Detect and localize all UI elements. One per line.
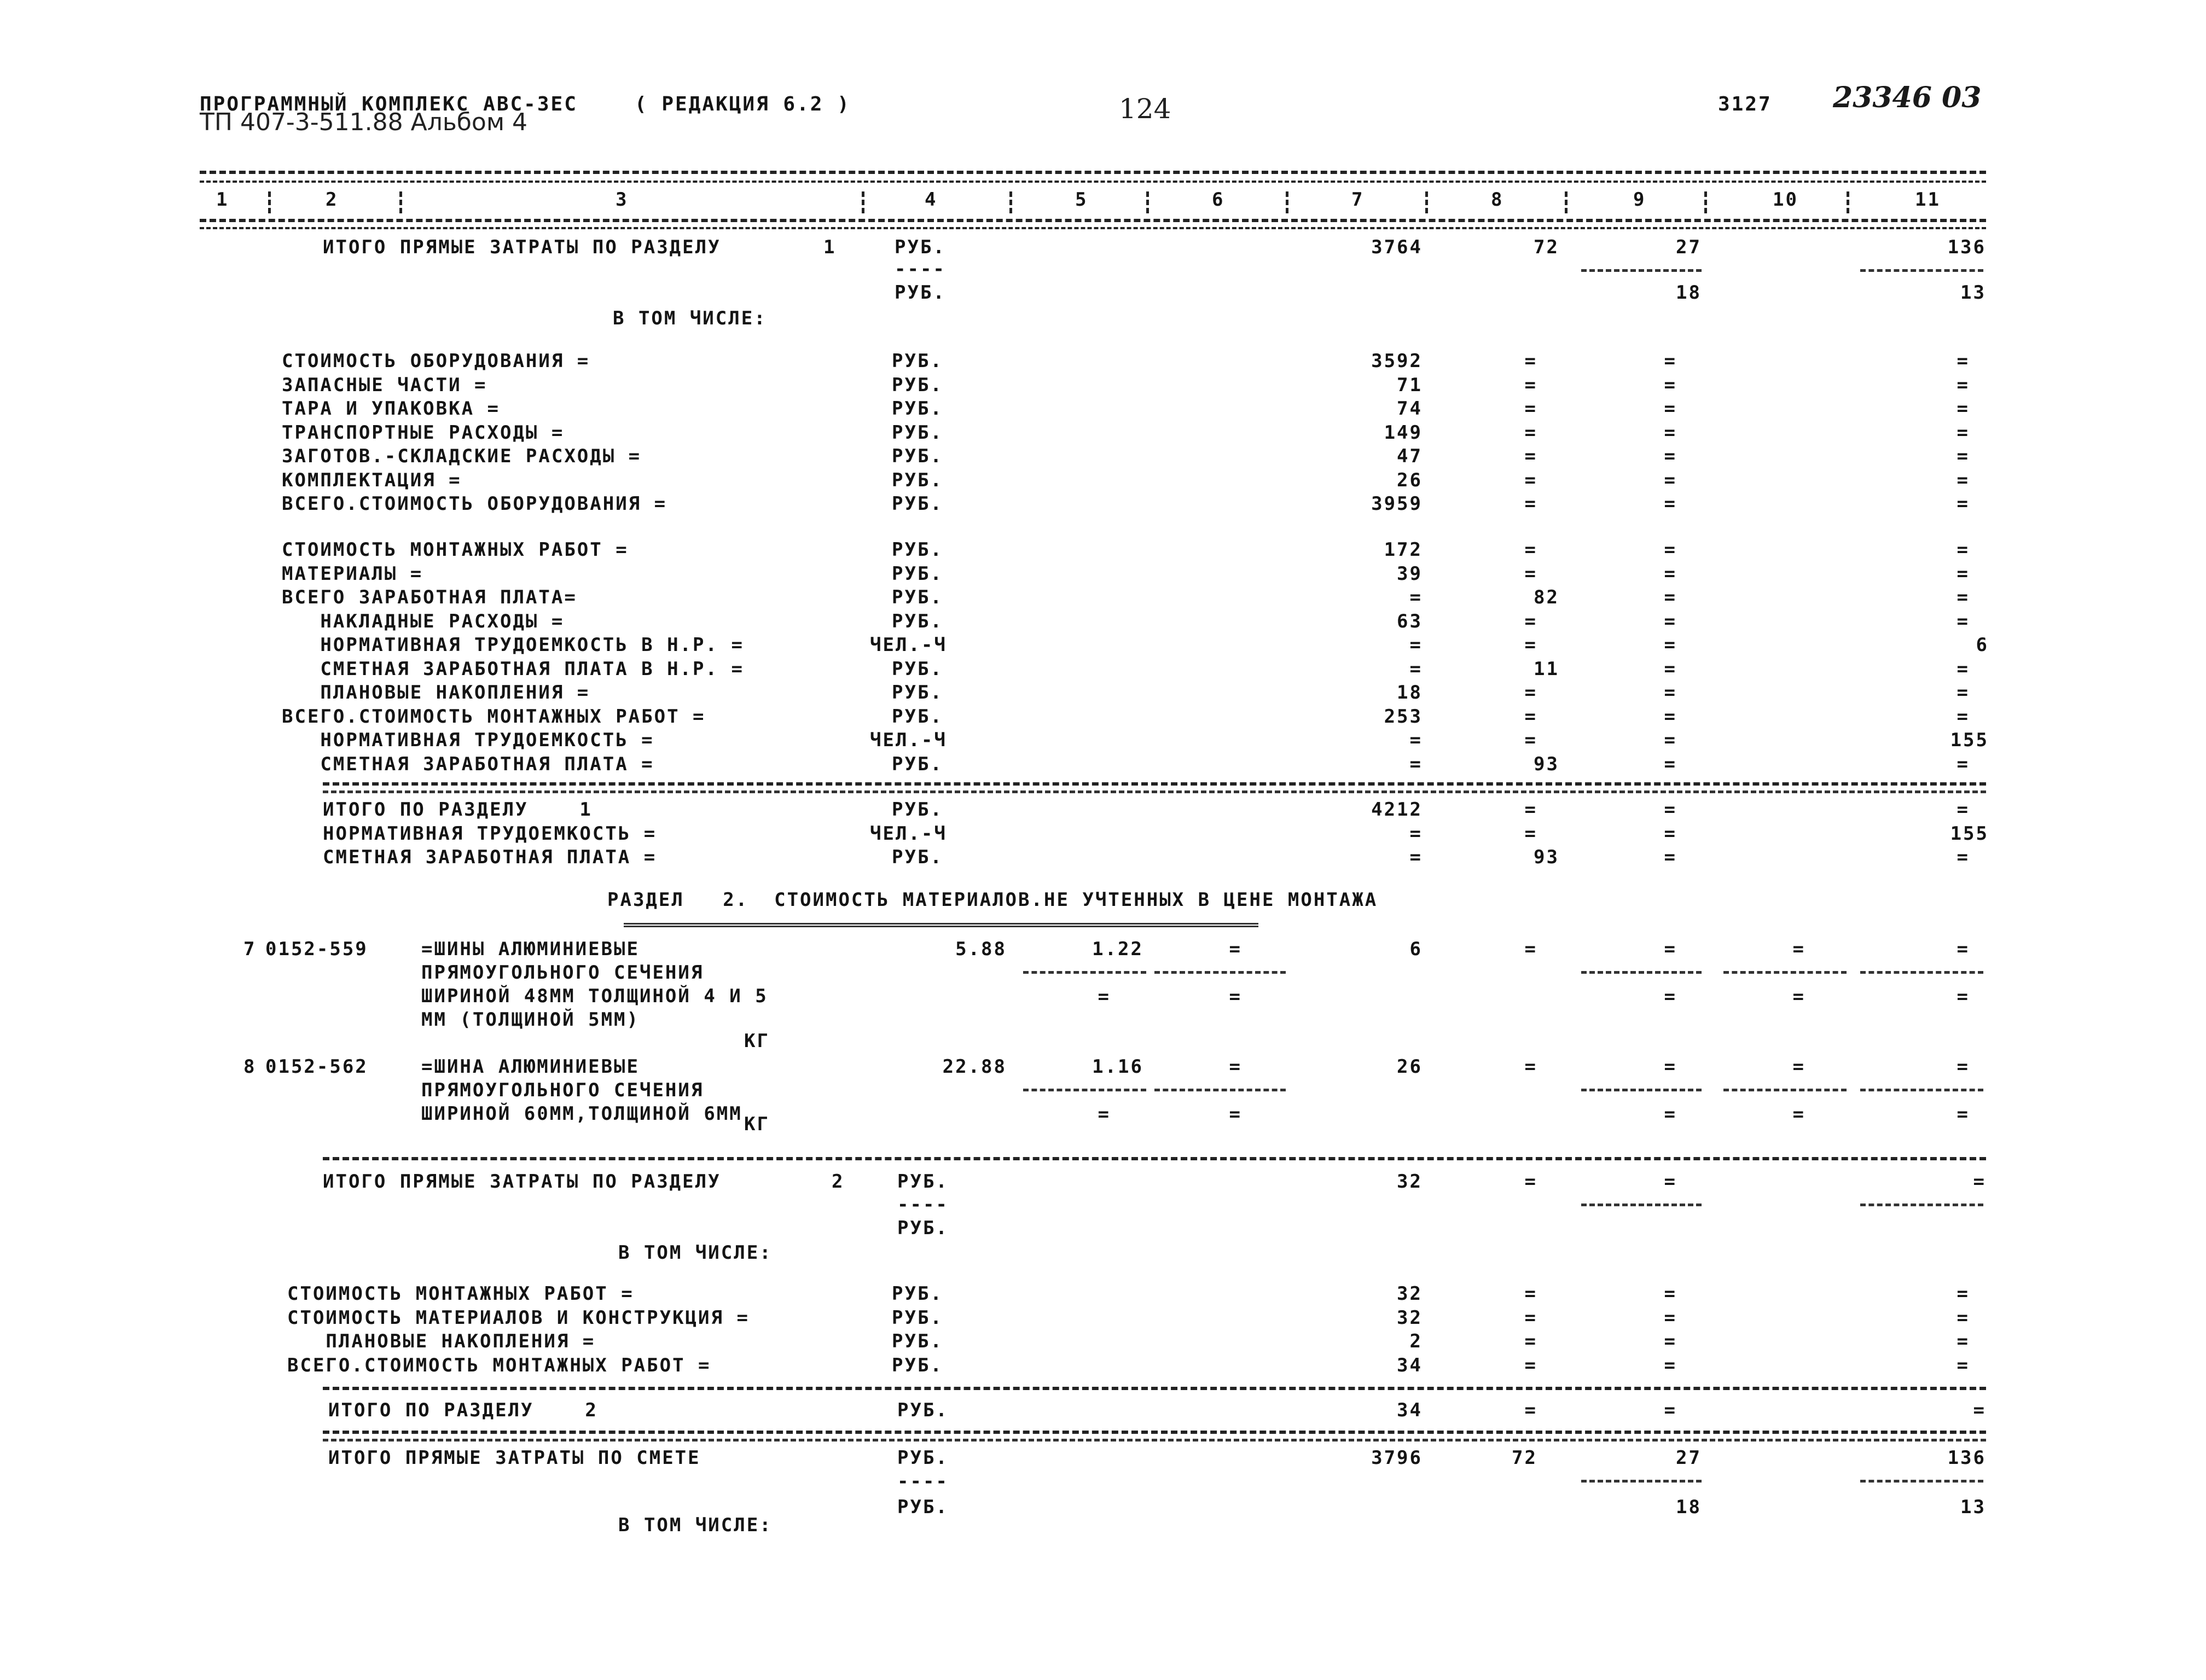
- row-c7: 3959: [1371, 493, 1423, 515]
- estimate-total-c9: 27: [1676, 1447, 1702, 1469]
- section2-total-number: 2: [832, 1171, 845, 1193]
- row-c7: 26: [1397, 469, 1423, 491]
- row-label: СМЕТНАЯ ЗАРАБОТНАЯ ПЛАТА =: [323, 846, 657, 868]
- row-unit: РУБ.: [892, 799, 943, 821]
- sub-rule: [1023, 1089, 1146, 1091]
- item-c11: =: [1957, 1056, 1970, 1078]
- col-header-10: 10: [1773, 189, 1798, 211]
- row-label: ИТОГО ПО РАЗДЕЛУ 1: [323, 799, 593, 821]
- row-c7: =: [1409, 658, 1423, 680]
- row-label: ВСЕГО.СТОИМОСТЬ ОБОРУДОВАНИЯ =: [282, 493, 667, 515]
- estimate-total-label: ИТОГО ПРЯМЫЕ ЗАТРАТЫ ПО СМЕТЕ: [328, 1447, 701, 1469]
- row-c11: =: [1957, 658, 1970, 680]
- estimate-rule-2: [323, 1439, 1986, 1441]
- item-c10: =: [1792, 938, 1806, 960]
- item-c8: =: [1524, 1056, 1537, 1078]
- item-c8: =: [1524, 938, 1537, 960]
- item-description-line: ПРЯМОУГОЛЬНОГО СЕЧЕНИЯ: [421, 1079, 704, 1101]
- row-c7: 172: [1384, 539, 1423, 561]
- row-unit: РУБ.: [892, 469, 943, 491]
- section1-total-c8: 72: [1534, 236, 1559, 258]
- row-c11: =: [1957, 610, 1970, 632]
- section2-total-unit: РУБ.: [897, 1171, 949, 1193]
- row-c8: =: [1524, 1283, 1537, 1305]
- row-c8: =: [1524, 705, 1537, 728]
- item-code: 0152-562: [265, 1056, 368, 1078]
- row-unit: РУБ.: [892, 562, 943, 585]
- estimate-total-c8: 72: [1512, 1447, 1537, 1469]
- estimate-rule: [323, 1431, 1986, 1434]
- item-unit: КГ: [744, 1030, 770, 1052]
- item-c6: =: [1229, 938, 1242, 960]
- row-c7: =: [1409, 822, 1423, 845]
- item-description-line: ШИРИНОЙ 60ММ,ТОЛЩИНОЙ 6ММ: [421, 1103, 742, 1125]
- row-c11: =: [1957, 374, 1970, 396]
- item-c5: 1.22: [1092, 938, 1143, 960]
- row-c8: =: [1524, 682, 1537, 704]
- row-c9: =: [1664, 469, 1677, 491]
- col-sep: [1847, 191, 1849, 213]
- row-c8: =: [1524, 445, 1537, 467]
- row-c8: 82: [1534, 586, 1559, 608]
- row-c7: 63: [1397, 610, 1423, 632]
- row-c7: 47: [1397, 445, 1423, 467]
- estimate-total-unit-sep: ----: [897, 1470, 949, 1492]
- col-sep: [268, 191, 271, 213]
- row-c7: 4212: [1371, 799, 1423, 821]
- item-description-line: =ШИНА АЛЮМИНИЕВЫЕ: [421, 1056, 640, 1078]
- section1-total-unit: РУБ.: [895, 236, 946, 258]
- section2-total-label: ИТОГО ПРЯМЫЕ ЗАТРАТЫ ПО РАЗДЕЛУ: [323, 1171, 721, 1193]
- item-number: 7: [243, 938, 257, 960]
- row-unit: РУБ.: [892, 1283, 943, 1305]
- col-sep: [1565, 191, 1568, 213]
- col-header-4: 4: [925, 189, 938, 211]
- row-c11: =: [1957, 1330, 1970, 1352]
- row-c11: =: [1957, 1306, 1970, 1329]
- row-label: НАКЛАДНЫЕ РАСХОДЫ =: [282, 610, 565, 632]
- row-c7: 39: [1397, 562, 1423, 585]
- col-header-5: 5: [1075, 189, 1088, 211]
- row-c7: 71: [1397, 374, 1423, 396]
- row-unit: ЧЕЛ.-Ч: [870, 822, 947, 845]
- row-c8: =: [1524, 822, 1537, 845]
- section2-c9-sub-rule: [1581, 1204, 1702, 1206]
- section2-title: РАЗДЕЛ 2. СТОИМОСТЬ МАТЕРИАЛОВ.НЕ УЧТЕННЫХ В ЦЕНЕ МОНТАЖА: [607, 889, 1378, 911]
- row-c11: =: [1957, 398, 1970, 420]
- row-unit: ЧЕЛ.-Ч: [870, 634, 947, 656]
- item-c7: 6: [1409, 938, 1423, 960]
- item-c10: =: [1792, 1056, 1806, 1078]
- section1-total-c7: 3764: [1371, 236, 1423, 258]
- section2-total-unit-sep: ----: [897, 1194, 949, 1216]
- sub-rule: [1860, 1089, 1983, 1091]
- sub-marker: =: [1098, 986, 1111, 1008]
- row-unit: РУБ.: [892, 705, 943, 728]
- row-unit: РУБ.: [892, 1330, 943, 1352]
- section2-total-unit2: РУБ.: [897, 1217, 949, 1239]
- row-c8: 93: [1534, 846, 1559, 868]
- row-c8: =: [1524, 1306, 1537, 1329]
- estimate-total-unit2: РУБ.: [897, 1496, 949, 1518]
- row-c7: 32: [1397, 1306, 1423, 1329]
- row-c9: =: [1664, 539, 1677, 561]
- col-header-9: 9: [1633, 189, 1646, 211]
- row-c11: =: [1957, 705, 1970, 728]
- section2-c11-sub-rule: [1860, 1204, 1983, 1206]
- sub-marker: =: [1792, 986, 1806, 1008]
- sub-rule: [1723, 971, 1847, 974]
- row-c8: =: [1524, 469, 1537, 491]
- section1-total-c9b: 18: [1676, 282, 1702, 304]
- row-c9: =: [1664, 1306, 1677, 1329]
- row-c9: =: [1664, 493, 1677, 515]
- sub-marker: =: [1664, 1103, 1677, 1125]
- section2-summary-unit: РУБ.: [897, 1399, 949, 1421]
- row-c11: =: [1957, 1283, 1970, 1305]
- row-c8: 11: [1534, 658, 1559, 680]
- item-c4: 5.88: [955, 938, 1007, 960]
- row-c8: =: [1524, 539, 1537, 561]
- item-code: 0152-559: [265, 938, 368, 960]
- row-label: СМЕТНАЯ ЗАРАБОТНАЯ ПЛАТА =: [282, 753, 654, 775]
- row-c8: =: [1524, 1354, 1537, 1376]
- row-c9: =: [1664, 586, 1677, 608]
- sub-marker: =: [1229, 986, 1242, 1008]
- sub-marker: =: [1229, 1103, 1242, 1125]
- row-c8: =: [1524, 799, 1537, 821]
- col-header-2: 2: [326, 189, 339, 211]
- item-c6: =: [1229, 1056, 1242, 1078]
- section1-summary-rule: [323, 782, 1986, 786]
- col-header-11: 11: [1915, 189, 1941, 211]
- c9-sub-rule: [1581, 269, 1702, 272]
- row-c11: =: [1957, 799, 1970, 821]
- row-unit: РУБ.: [892, 374, 943, 396]
- row-c11: =: [1957, 350, 1970, 372]
- section2-total-c11: =: [1973, 1171, 1986, 1193]
- row-unit: ЧЕЛ.-Ч: [870, 729, 947, 751]
- sub-rule: [1023, 971, 1146, 974]
- program-name: ПРОГРАММНЫЙ КОМПЛЕКС АВС-ЗЕС: [200, 93, 578, 115]
- col-sep: [1704, 191, 1707, 213]
- section2-summary-c11: =: [1973, 1399, 1986, 1421]
- row-c7: =: [1409, 634, 1423, 656]
- row-label: НОРМАТИВНАЯ ТРУДОЕМКОСТЬ =: [282, 729, 654, 751]
- row-c11: =: [1957, 493, 1970, 515]
- section2-summary-c7: 34: [1397, 1399, 1423, 1421]
- table-header-bottom-2: [200, 227, 1986, 229]
- section2-items-bottom: [323, 1157, 1986, 1160]
- section1-total-label: ИТОГО ПРЯМЫЕ ЗАТРАТЫ ПО РАЗДЕЛУ: [323, 236, 721, 258]
- sub-rule: [1581, 971, 1702, 974]
- item-description-line: ММ (ТОЛЩИНОЙ 5ММ): [421, 1009, 640, 1031]
- sub-rule: [1154, 1089, 1286, 1091]
- row-c9: =: [1664, 753, 1677, 775]
- sub-rule: [1723, 1089, 1847, 1091]
- item-c7: 26: [1397, 1056, 1423, 1078]
- row-unit: РУБ.: [892, 493, 943, 515]
- item-c11: =: [1957, 938, 1970, 960]
- section2-incl: В ТОМ ЧИСЛЕ:: [618, 1242, 773, 1264]
- sub-marker: =: [1664, 986, 1677, 1008]
- section1-total-unit-sep: ----: [895, 258, 946, 280]
- row-c11: =: [1957, 846, 1970, 868]
- row-label: ВСЕГО ЗАРАБОТНАЯ ПЛАТА=: [282, 586, 577, 608]
- document-number: 23346 03: [1833, 81, 1982, 114]
- row-c11: =: [1957, 421, 1970, 444]
- sub-rule: [1581, 1089, 1702, 1091]
- item-c4: 22.88: [942, 1056, 1007, 1078]
- row-c9: =: [1664, 350, 1677, 372]
- section2-summary-label: ИТОГО ПО РАЗДЕЛУ 2: [328, 1399, 598, 1421]
- row-c7: =: [1409, 753, 1423, 775]
- row-unit: РУБ.: [892, 753, 943, 775]
- row-c11: 155: [1950, 729, 1989, 751]
- row-c11: =: [1957, 753, 1970, 775]
- row-c9: =: [1664, 421, 1677, 444]
- album-title: ТП 407-3-511.88 Альбом 4: [200, 108, 528, 136]
- row-c7: 2: [1409, 1330, 1423, 1352]
- section1-total-c9: 27: [1676, 236, 1702, 258]
- row-unit: РУБ.: [892, 421, 943, 444]
- row-unit: РУБ.: [892, 1306, 943, 1329]
- row-label: ТАРА И УПАКОВКА =: [282, 398, 500, 420]
- row-c9: =: [1664, 729, 1677, 751]
- col-separators: [241, 189, 998, 211]
- section1-total-unit2: РУБ.: [895, 282, 946, 304]
- table-top-border-2: [200, 181, 1986, 183]
- row-c8: =: [1524, 421, 1537, 444]
- row-c9: =: [1664, 634, 1677, 656]
- sheet-code: 3127: [1718, 93, 1772, 115]
- row-c8: =: [1524, 562, 1537, 585]
- row-c7: 74: [1397, 398, 1423, 420]
- row-unit: РУБ.: [892, 1354, 943, 1376]
- row-c7: 149: [1384, 421, 1423, 444]
- row-c11: =: [1957, 445, 1970, 467]
- estimate-incl: В ТОМ ЧИСЛЕ:: [618, 1514, 773, 1536]
- row-c7: 253: [1384, 705, 1423, 728]
- item-description-line: =ШИНЫ АЛЮМИНИЕВЫЕ: [421, 938, 640, 960]
- row-c9: =: [1664, 799, 1677, 821]
- item-c9: =: [1664, 938, 1677, 960]
- col-header-8: 8: [1491, 189, 1504, 211]
- estimate-total-c9b: 18: [1676, 1496, 1702, 1518]
- row-label: МАТЕРИАЛЫ =: [282, 562, 423, 585]
- row-c8: =: [1524, 1330, 1537, 1352]
- estimate-total-c11b: 13: [1960, 1496, 1986, 1518]
- table-top-border: [200, 171, 1986, 174]
- sub-marker: =: [1957, 1103, 1970, 1125]
- row-unit: РУБ.: [892, 445, 943, 467]
- row-c9: =: [1664, 374, 1677, 396]
- row-c8: =: [1524, 350, 1537, 372]
- estimate-c9-sub-rule: [1581, 1480, 1702, 1483]
- row-c7: 18: [1397, 682, 1423, 704]
- section1-total-c11b: 13: [1960, 282, 1986, 304]
- col-sep: [862, 191, 864, 213]
- row-c11: =: [1957, 586, 1970, 608]
- page-number: 124: [1119, 93, 1171, 125]
- row-unit: РУБ.: [892, 350, 943, 372]
- item-c9: =: [1664, 1056, 1677, 1078]
- row-c9: =: [1664, 1283, 1677, 1305]
- row-label: ПЛАНОВЫЕ НАКОПЛЕНИЯ =: [287, 1330, 596, 1352]
- row-label: ПЛАНОВЫЕ НАКОПЛЕНИЯ =: [282, 682, 590, 704]
- row-label: ВСЕГО.СТОИМОСТЬ МОНТАЖНЫХ РАБОТ =: [287, 1354, 711, 1376]
- table-header-bottom: [200, 219, 1986, 222]
- row-c9: =: [1664, 398, 1677, 420]
- col-sep: [1286, 191, 1288, 213]
- section2-total-c7: 32: [1397, 1171, 1423, 1193]
- row-unit: РУБ.: [892, 682, 943, 704]
- row-c7: 34: [1397, 1354, 1423, 1376]
- row-unit: РУБ.: [892, 658, 943, 680]
- row-c11: 6: [1976, 634, 1989, 656]
- row-c7: 3592: [1371, 350, 1423, 372]
- estimate-total-unit: РУБ.: [897, 1447, 949, 1469]
- row-unit: РУБ.: [892, 846, 943, 868]
- row-label: КОМПЛЕКТАЦИЯ =: [282, 469, 462, 491]
- row-label: ЗАГОТОВ.-СКЛАДСКИЕ РАСХОДЫ =: [282, 445, 642, 467]
- col-header-7: 7: [1351, 189, 1365, 211]
- section1-total-number: 1: [823, 236, 837, 258]
- row-c8: =: [1524, 634, 1537, 656]
- row-label: НОРМАТИВНАЯ ТРУДОЕМКОСТЬ В Н.Р. =: [282, 634, 744, 656]
- section2-total-c9: =: [1664, 1171, 1677, 1193]
- section2-title-underline: [624, 923, 1258, 927]
- row-c9: =: [1664, 562, 1677, 585]
- row-label: ВСЕГО.СТОИМОСТЬ МОНТАЖНЫХ РАБОТ =: [282, 705, 706, 728]
- col-sep: [1425, 191, 1428, 213]
- row-label: СТОИМОСТЬ МОНТАЖНЫХ РАБОТ =: [282, 539, 629, 561]
- row-c9: =: [1664, 445, 1677, 467]
- estimate-total-c7: 3796: [1371, 1447, 1423, 1469]
- row-c8: =: [1524, 493, 1537, 515]
- row-label: ЗАПАСНЫЕ ЧАСТИ =: [282, 374, 487, 396]
- row-c9: =: [1664, 610, 1677, 632]
- sub-marker: =: [1957, 986, 1970, 1008]
- row-c8: =: [1524, 374, 1537, 396]
- section1-summary-rule-2: [323, 790, 1986, 793]
- row-c8: 93: [1534, 753, 1559, 775]
- row-c9: =: [1664, 705, 1677, 728]
- row-c8: =: [1524, 610, 1537, 632]
- c11-sub-rule: [1860, 269, 1983, 272]
- row-c7: 32: [1397, 1283, 1423, 1305]
- row-c9: =: [1664, 682, 1677, 704]
- col-sep: [399, 191, 402, 213]
- row-c11: =: [1957, 562, 1970, 585]
- row-label: ТРАНСПОРТНЫЕ РАСХОДЫ =: [282, 421, 565, 444]
- section2-summary-c8: =: [1524, 1399, 1537, 1421]
- sub-marker: =: [1792, 1103, 1806, 1125]
- row-label: СТОИМОСТЬ МАТЕРИАЛОВ И КОНСТРУКЦИЯ =: [287, 1306, 750, 1329]
- row-c7: =: [1409, 729, 1423, 751]
- row-unit: РУБ.: [892, 610, 943, 632]
- estimate-c11-sub-rule: [1860, 1480, 1983, 1483]
- row-unit: РУБ.: [892, 398, 943, 420]
- col-sep: [1146, 191, 1149, 213]
- row-c11: =: [1957, 539, 1970, 561]
- section1-incl: В ТОМ ЧИСЛЕ:: [613, 307, 767, 329]
- item-description-line: ПРЯМОУГОЛЬНОГО СЕЧЕНИЯ: [421, 962, 704, 984]
- row-c8: =: [1524, 398, 1537, 420]
- sub-rule: [1154, 971, 1286, 974]
- col-sep: [1009, 191, 1012, 213]
- item-c5: 1.16: [1092, 1056, 1143, 1078]
- row-c7: =: [1409, 846, 1423, 868]
- sub-marker: =: [1098, 1103, 1111, 1125]
- col-header-1: 1: [216, 189, 229, 211]
- row-c11: 155: [1950, 822, 1989, 845]
- row-c11: =: [1957, 682, 1970, 704]
- row-c9: =: [1664, 846, 1677, 868]
- row-label: НОРМАТИВНАЯ ТРУДОЕМКОСТЬ =: [323, 822, 657, 845]
- col-header-3: 3: [616, 189, 629, 211]
- edition-label: ( РЕДАКЦИЯ 6.2 ): [635, 93, 851, 115]
- row-unit: РУБ.: [892, 586, 943, 608]
- item-number: 8: [243, 1056, 257, 1078]
- item-description-line: ШИРИНОЙ 48ММ ТОЛЩИНОЙ 4 И 5: [421, 985, 768, 1007]
- row-c7: =: [1409, 586, 1423, 608]
- col-header-6: 6: [1212, 189, 1225, 211]
- row-c9: =: [1664, 1330, 1677, 1352]
- item-unit: КГ: [744, 1113, 770, 1135]
- row-c11: =: [1957, 469, 1970, 491]
- row-label: СТОИМОСТЬ МОНТАЖНЫХ РАБОТ =: [287, 1283, 634, 1305]
- estimate-total-c11: 136: [1947, 1447, 1986, 1469]
- row-c8: =: [1524, 729, 1537, 751]
- row-label: СТОИМОСТЬ ОБОРУДОВАНИЯ =: [282, 350, 590, 372]
- row-c9: =: [1664, 822, 1677, 845]
- row-c11: =: [1957, 1354, 1970, 1376]
- row-label: СМЕТНАЯ ЗАРАБОТНАЯ ПЛАТА В Н.Р. =: [282, 658, 744, 680]
- row-unit: РУБ.: [892, 539, 943, 561]
- section2-summary-rule: [323, 1387, 1986, 1390]
- section2-total-c8: =: [1524, 1171, 1537, 1193]
- sub-rule: [1860, 971, 1983, 974]
- row-c9: =: [1664, 1354, 1677, 1376]
- section1-total-c11: 136: [1947, 236, 1986, 258]
- section2-summary-c9: =: [1664, 1399, 1677, 1421]
- row-c9: =: [1664, 658, 1677, 680]
